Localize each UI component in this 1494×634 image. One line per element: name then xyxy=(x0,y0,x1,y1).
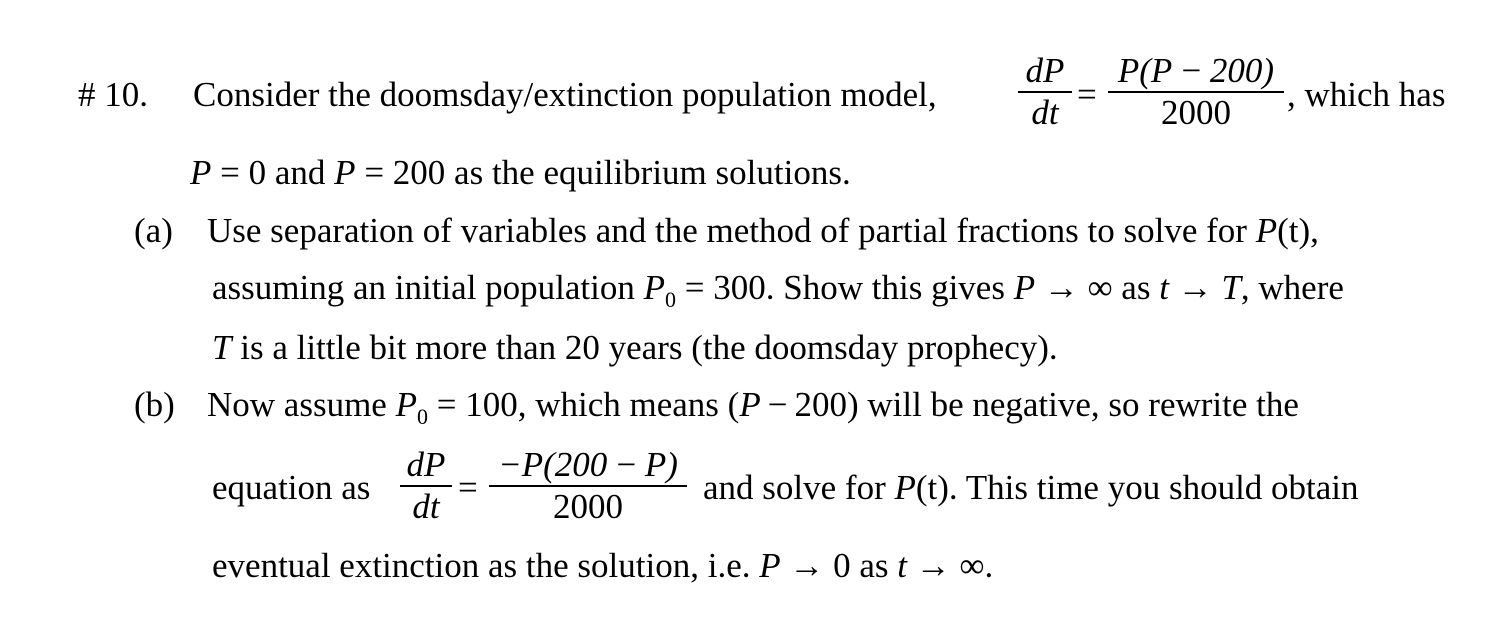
text-segment: (t). This time you should obtain xyxy=(915,468,1359,507)
problem-number: # 10. xyxy=(78,75,148,114)
fraction-numerator: P(P − 200) xyxy=(1117,51,1275,90)
part-a-line-2 xyxy=(212,268,1344,320)
fraction-denominator: dt xyxy=(1031,93,1059,132)
rhs-fraction xyxy=(1108,52,1284,132)
text-segment: and solve for xyxy=(703,468,886,507)
text-segment: = 0 and xyxy=(220,153,326,192)
fraction-denominator: 2000 xyxy=(553,487,623,526)
text-segment: (t), xyxy=(1277,211,1319,250)
part-b-line-3 xyxy=(212,546,993,586)
text-segment: − 200) will be negative, so rewrite the xyxy=(760,385,1299,424)
equilibrium-line xyxy=(190,153,851,193)
var-P: P xyxy=(894,468,916,507)
rhs-fraction xyxy=(489,446,687,526)
problem-intro-tail: , which has xyxy=(1287,75,1446,114)
var-P: P xyxy=(643,268,666,307)
problem-intro: Consider the doomsday/extinction population model, xyxy=(193,75,937,114)
text-segment: , where xyxy=(1240,268,1344,307)
var-T: T xyxy=(1221,268,1241,307)
text-segment: Now assume xyxy=(207,385,387,424)
text-segment: Use separation of variables and the method of partial fractions to solve for xyxy=(207,211,1247,250)
text-segment: assuming an initial population xyxy=(212,268,635,307)
text-segment: → 0 as xyxy=(789,546,889,585)
part-a-line-1 xyxy=(207,211,1319,251)
var-P: P xyxy=(739,385,761,424)
text-segment: eventual extinction as the solution, i.e. xyxy=(212,546,751,585)
text-segment: = 300. Show this gives xyxy=(684,268,1005,307)
fraction-numerator: −P(200 − P) xyxy=(498,445,678,484)
subscript-zero: 0 xyxy=(416,404,428,429)
var-T: T xyxy=(212,328,232,367)
var-P: P xyxy=(190,153,212,192)
var-t: t xyxy=(897,546,908,585)
var-P: P xyxy=(759,546,781,585)
part-b-line-2-tail xyxy=(703,468,1359,508)
part-b-label: (b) xyxy=(134,385,175,424)
text-segment: → ∞. xyxy=(915,546,994,585)
equals-sign: = xyxy=(458,468,478,507)
var-P: P xyxy=(395,385,417,424)
var-P: P xyxy=(1013,268,1036,307)
fraction-denominator: dt xyxy=(412,487,440,526)
dp-dt-fraction xyxy=(400,446,452,526)
var-t: t xyxy=(1159,268,1169,307)
subscript-zero: 0 xyxy=(665,287,677,312)
part-b-line-1 xyxy=(207,385,1299,437)
arrow: → xyxy=(1177,268,1213,307)
dp-dt-fraction xyxy=(1018,52,1072,132)
var-P: P xyxy=(1255,211,1278,250)
fraction-numerator: dP xyxy=(1025,51,1065,90)
part-a-line-3 xyxy=(212,328,1058,368)
text-segment: is a little bit more than 20 years (the doomsday prophecy). xyxy=(240,328,1058,367)
part-b-line-2-pre: equation as xyxy=(212,468,371,507)
fraction-numerator: dP xyxy=(406,445,446,484)
text-segment: = 200 as the equilibrium solutions. xyxy=(364,153,851,192)
fraction-denominator: 2000 xyxy=(1161,93,1231,132)
part-a-label: (a) xyxy=(134,211,173,250)
equals-sign: = xyxy=(1077,75,1097,114)
text-segment: = 100, which means ( xyxy=(436,385,740,424)
var-P: P xyxy=(334,153,356,192)
text-segment: → ∞ as xyxy=(1043,268,1151,307)
